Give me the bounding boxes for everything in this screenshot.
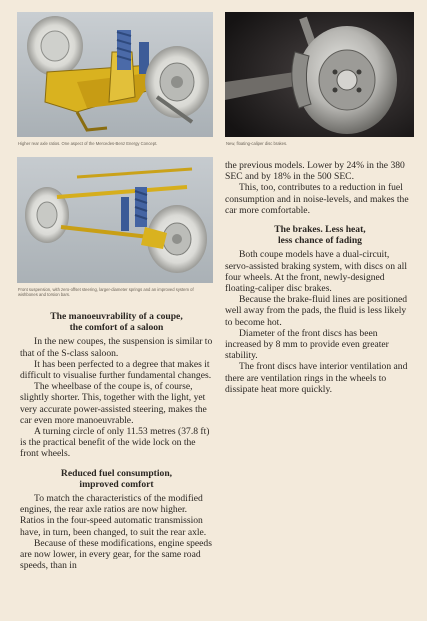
paragraph: The front discs have interior ventilation and there are ventilation rings in the wheels to dissipate heat more quickly. — [225, 361, 408, 395]
paragraph: It has been perfected to a degree that makes it difficult to visualise further fundamental changes. — [20, 358, 212, 382]
paragraph: This, too, contributes to a reduction in fuel consumption and in noise-levels, and makes the car more comfortable. — [225, 182, 409, 216]
heading-brakes-line1: The brakes. Less heat, — [274, 224, 366, 236]
disc-brake-photo — [225, 12, 414, 137]
paragraph: To match the characteristics of the modified engines, the rear axle ratios are now higher. Ratios in the four-speed automatic transmission have, in turn, been changed, to suit the rear axle. — [20, 493, 207, 538]
rear-axle-photo — [17, 12, 213, 137]
heading-fuel-line1: Reduced fuel consumption, — [60, 467, 173, 479]
right-text-column — [225, 160, 415, 395]
heading-manoeuvrability-line2: the comfort of a saloon — [69, 322, 164, 334]
paragraph: The wheelbase of the coupe is, of course, slightly shorter. This, together with the light, yet very accurate power-assisted steering, makes the car even more manoeuvrable. — [20, 381, 207, 426]
paragraph: In the new coupes, the suspension is similar to that of the S-class saloon. — [20, 336, 213, 359]
photo3-caption: Front suspension, with zero-offset steering, larger-diameter springs and an improved system of wishbones and torsion bars. — [18, 287, 194, 298]
heading-fuel-line2: improved comfort — [79, 478, 154, 490]
heading-manoeuvrability-line1: The manoeuvrability of a coupe, — [50, 311, 183, 322]
paragraph: Both coupe models have a dual-circuit, servo-assisted braking system, with discs on all four wheels. At the front, newly-designed floating-caliper disc brakes. — [225, 249, 407, 295]
paragraph: A turning circle of only 11.53 metres (37.8 ft) is the practical benefit of the wide lock on the front wheels. — [20, 426, 210, 460]
left-text-column — [20, 311, 213, 571]
front-suspension-photo — [17, 157, 213, 283]
heading-fuel-consumption — [20, 468, 213, 490]
heading-brakes — [225, 224, 415, 246]
heading-brakes-line2: less chance of fading — [278, 235, 362, 247]
photo1-caption: Higher rear axle ratios. One aspect of the Mercedes-Benz Energy Concept. — [18, 141, 158, 146]
paragraph-continued: the previous models. Lower by 24% in the 380 SEC and by 18% in the 500 SEC. — [225, 160, 405, 183]
paragraph: Diameter of the front discs has been increased by 8 mm to provide even greater stability. — [225, 327, 389, 362]
heading-manoeuvrability — [20, 311, 213, 333]
paragraph: Because of these modifications, engine speeds are now lower, in every gear, for the same road speeds, than in — [20, 537, 212, 572]
photo2-caption: New, floating-caliper disc brakes. — [226, 141, 288, 146]
paragraph: Because the brake-fluid lines are positioned well away from the pads, the fluid is less likely to become hot. — [225, 294, 408, 328]
